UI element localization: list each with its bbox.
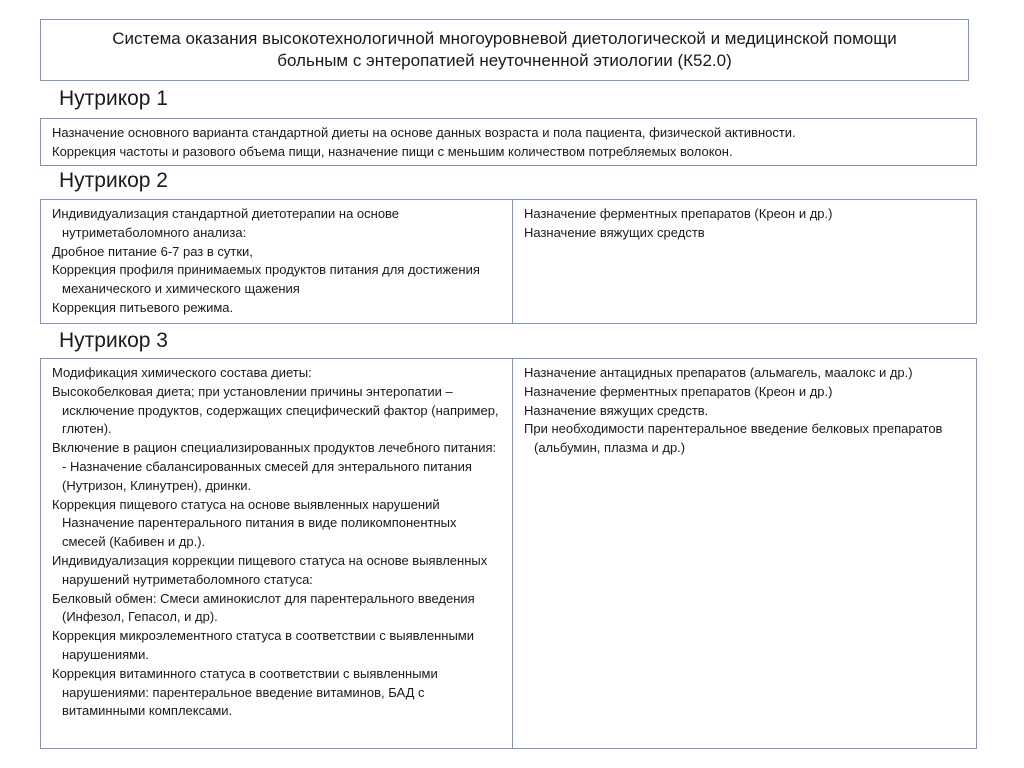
level-2-medication-line: Назначение вяжущих средств bbox=[524, 224, 705, 240]
level-3-diet-line: Коррекция микроэлементного статуса в соответствии с выявленными нарушениями. bbox=[52, 628, 474, 662]
level-2-diet-column bbox=[41, 200, 513, 323]
title-line-1: Система оказания высокотехнологичной многоуровневой диетологической и медицинской помощи bbox=[112, 29, 897, 48]
level-1-heading: Нутрикор 1 bbox=[59, 87, 168, 110]
level-1-line: Коррекция частоты и разового объема пищи, назначение пищи с меньшим количеством потребляемых волокон. bbox=[52, 143, 733, 159]
level-2-diet-line: Индивидуализация стандартной диетотерапии на основе нутриметаболомного анализа: bbox=[52, 206, 400, 240]
level-3-diet-line: Коррекция витаминного статуса в соответствии с выявленными нарушениями: парентеральное введение витаминов, БАД с витаминными комплексами. bbox=[52, 665, 438, 719]
level-1-box bbox=[40, 118, 977, 166]
level-2-diet-line: Коррекция профиля принимаемых продуктов питания для достижения механического и химического щажения bbox=[52, 262, 480, 297]
level-2-medication-line: Назначение ферментных препаратов (Креон и др.) bbox=[524, 206, 833, 221]
level-3-diet-line: - Назначение сбалансированных смесей для энтерального питания (Нутризон, Клинутрен), дринки. bbox=[62, 458, 472, 493]
level-3-medication-line: Назначение антацидных препаратов (альмагель, маалокс и др.) bbox=[524, 365, 913, 380]
level-3-medication-line: Назначение вяжущих средств. bbox=[524, 402, 709, 418]
level-3-diet-column bbox=[41, 359, 513, 748]
title-line-2: больным с энтеропатией неуточненной этиологии (К52.0) bbox=[277, 51, 732, 70]
level-2-medication-column bbox=[513, 200, 976, 323]
level-3-diet-line: Белковый обмен: Смеси аминокислот для парентерального введения (Инфезол, Гепасол, и др). bbox=[52, 590, 475, 625]
level-3-box bbox=[40, 358, 977, 749]
level-3-diet-line: Индивидуализация коррекции пищевого статуса на основе выявленных нарушений нутриметаболомного статуса: bbox=[52, 552, 488, 587]
level-3-diet-line: Модификация химического состава диеты: bbox=[52, 365, 312, 380]
page-title bbox=[112, 28, 896, 72]
level-3-medication-column bbox=[513, 359, 976, 748]
level-2-heading: Нутрикор 2 bbox=[59, 169, 168, 192]
level-3-medication-line: При необходимости парентеральное введение белковых препаратов (альбумин, плазма и др.) bbox=[524, 421, 943, 456]
level-2-diet-line: Дробное питание 6-7 раз в сутки, bbox=[52, 243, 253, 259]
level-3-heading: Нутрикор 3 bbox=[59, 329, 168, 352]
level-1-line: Назначение основного варианта стандартной диеты на основе данных возраста и пола пациента, физической активности. bbox=[52, 125, 796, 140]
level-2-box bbox=[40, 199, 977, 324]
title-box bbox=[40, 19, 969, 81]
level-3-diet-line: Коррекция пищевого статуса на основе выявленных нарушений bbox=[52, 496, 440, 512]
level-3-diet-line: Назначение парентерального питания в виде поликомпонентных смесей (Кабивен и др.). bbox=[62, 515, 457, 550]
level-3-medication-line: Назначение ферментных препаратов (Креон и др.) bbox=[524, 383, 833, 399]
level-3-diet-line: Высокобелковая диета; при установлении причины энтеропатии – исключение продуктов, содержащих специфический фактор (например, глютен). bbox=[52, 383, 499, 437]
level-2-diet-line: Коррекция питьевого режима. bbox=[52, 299, 234, 315]
level-3-diet-line: Включение в рацион специализированных продуктов лечебного питания: bbox=[52, 440, 497, 456]
